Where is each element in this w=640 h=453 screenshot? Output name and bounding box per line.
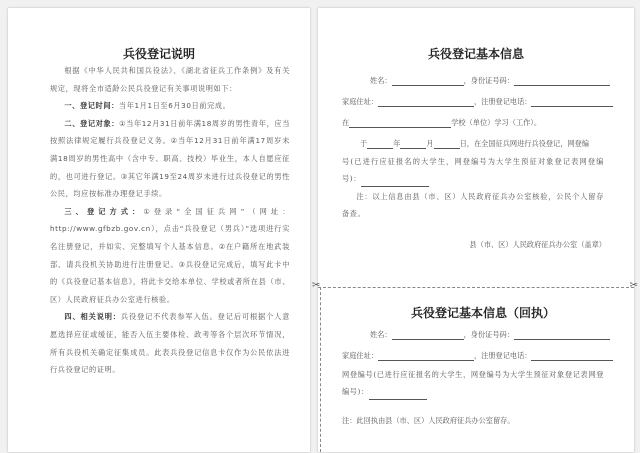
day-field[interactable] — [434, 140, 460, 149]
month-label: 月 — [426, 139, 434, 148]
stamp-line: 县（市、区）人民政府征兵办公室（盖章） — [469, 240, 606, 249]
id-field[interactable] — [514, 77, 610, 86]
receipt-address-phone-line — [342, 351, 613, 361]
section-target-text: ①当年12月31日前年满18周岁的男性青年，应当按照法律规定履行兵役登记义务。②当年12月31日前年满17周岁未满18周岁的男性高中（含中专、职高、技校）毕业生，本人自愿应征的，也可进行登记。③其它年满19至24周岁未进行过兵役登记的男性公民，均应按标准办理登记手续。 — [50, 118, 290, 199]
section-notes-text: 兵役登记不代表参军入伍。登记后可根据个人意愿选择应征或缓征，能否入伍主要体检、政考等各个层次环节情况，所有兵役机关确定征集成员。此表兵役登记信息卡仅作为公民依法进行兵役登记的证明。 — [50, 312, 291, 375]
section-time — [50, 97, 290, 115]
section-time-head: 一、登记时间： — [64, 101, 119, 111]
info-note-block — [342, 188, 604, 222]
section-notes-head: 四、相关说明： — [64, 312, 121, 322]
id-label: ，身份证号码： — [463, 76, 514, 85]
receipt-id-field[interactable] — [514, 331, 610, 340]
address-phone-line — [342, 97, 613, 107]
reg-number-block — [342, 153, 604, 187]
reg-number-field[interactable] — [361, 178, 429, 187]
receipt-phone-field[interactable] — [531, 352, 613, 361]
address-field[interactable] — [378, 98, 474, 107]
year-field[interactable] — [367, 140, 393, 149]
section-method-head: 三、登记方式： — [64, 206, 144, 216]
receipt-reg-label: 网登编号(已进行应征报名的大学生，网登编号为大学生预征对象登记表网登编号)： — [342, 370, 604, 396]
scissors-right-icon: ✂ — [629, 280, 638, 291]
section-method — [50, 203, 290, 309]
info-note: 注：以上信息由县（市、区）人民政府征兵办公室核验，公民个人留存备查。 — [342, 192, 604, 218]
at-label: 在 — [342, 118, 350, 127]
receipt-name-label: 姓名： — [370, 330, 392, 339]
section-target — [50, 115, 290, 203]
section-time-text: 当年1月1日至6月30日前完成。 — [118, 101, 231, 111]
school-label: 学校（单位）学习（工作）。 — [451, 118, 542, 127]
cut-line-vertical — [320, 287, 321, 452]
date-tail: 日，在全国征兵网进行兵役登记，网登编 — [459, 139, 589, 148]
receipt-reg-field[interactable] — [369, 391, 427, 400]
receipt-address-label: 家庭住址： — [342, 351, 378, 360]
receipt-phone-label: ，注册登记电话： — [473, 351, 532, 360]
year-label: 年 — [393, 139, 401, 148]
month-field[interactable] — [400, 140, 426, 149]
reg-number-label: 号(已进行应征报名的大学生，网登编号为大学生预征对象登记表网登编号)： — [342, 157, 604, 183]
reg-number-paragraph — [342, 153, 604, 187]
scissors-left-icon: ✂ — [312, 280, 321, 291]
right-page — [312, 8, 638, 452]
phone-field[interactable] — [531, 98, 613, 107]
receipt-name-id-line — [370, 330, 610, 340]
left-title: 兵役登记说明 — [122, 47, 195, 61]
name-label: 姓名： — [370, 76, 392, 85]
school-field[interactable] — [349, 119, 451, 128]
section-notes — [50, 308, 290, 378]
address-label: 家庭住址： — [342, 97, 378, 106]
receipt-note: 注：此回执由县（市、区）人民政府征兵办公室留存。 — [342, 416, 515, 425]
section-method-text: ①登录“全国征兵网”（网址：http://www.gfbzb.gov.cn），点击“兵役登记（男兵）”选项进行实名注册登记，并如实、完整填写个人基本信息。②在户籍所在地武装部、请兵役机关协助进行注册登记。③兵役登记完成后，填写此卡中的《兵役登记基本信息》，将此卡交给本单位、学校或者所在县（市、区）人民政府征兵办公室进行核验。 — [50, 206, 290, 304]
receipt-id-label: ，身份证号码： — [463, 330, 514, 339]
explanation-body — [50, 62, 290, 379]
date-prefix: 于 — [360, 139, 368, 148]
date-line — [360, 139, 589, 149]
cut-line-horizontal — [318, 287, 634, 288]
receipt-reg-paragraph — [342, 366, 604, 400]
receipt-name-field[interactable] — [392, 331, 464, 340]
receipt-address-field[interactable] — [378, 352, 474, 361]
intro-paragraph: 根据《中华人民共和国兵役法》、《湖北省征兵工作条例》及有关规定，现将全市适龄公民兵役登记有关事项说明如下： — [50, 66, 290, 93]
info-title: 兵役登记基本信息 — [427, 47, 524, 61]
school-line — [342, 118, 541, 128]
receipt-reg-block — [342, 366, 604, 400]
name-field[interactable] — [392, 77, 464, 86]
name-id-line — [370, 76, 610, 86]
left-page — [8, 8, 310, 452]
phone-label: ，注册登记电话： — [473, 97, 532, 106]
section-target-head: 二、登记对象： — [64, 118, 120, 128]
receipt-title: 兵役登记基本信息（回执） — [410, 306, 555, 320]
